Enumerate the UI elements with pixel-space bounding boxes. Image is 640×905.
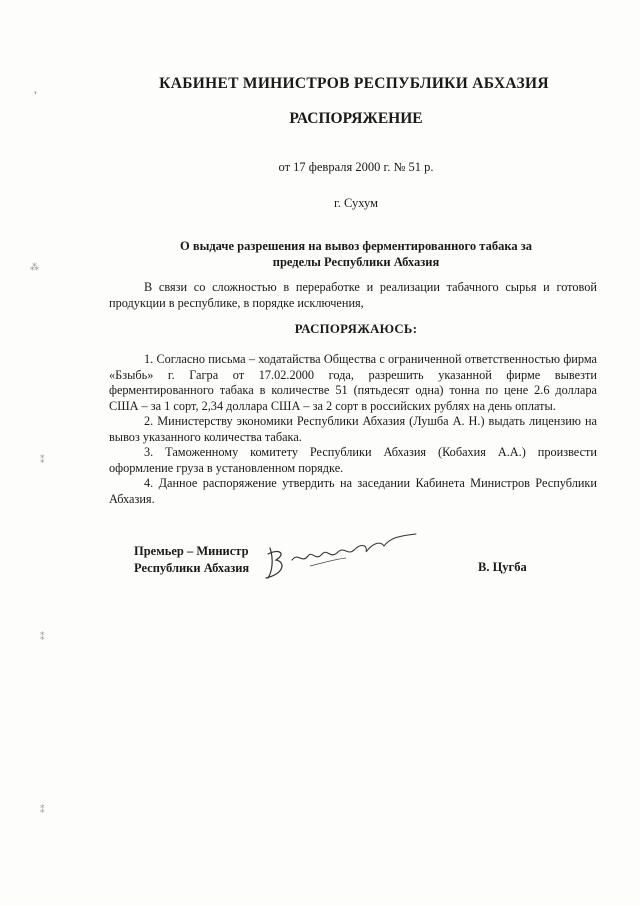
order-item: 3. Таможенному комитету Республики Абхазия (Кобахия А.А.) произвести оформление груза в установленном порядке. — [109, 445, 597, 475]
scan-mark: ⁑ — [40, 632, 45, 642]
order-items — [109, 352, 597, 507]
document-date-number: от 17 февраля 2000 г. № 51 р. — [278, 160, 434, 174]
scan-mark: ❜ — [34, 90, 37, 100]
document-type: РАСПОРЯЖЕНИЕ — [289, 110, 423, 127]
scan-mark: ⁑ — [40, 805, 45, 815]
order-item: 1. Согласно письма – ходатайства Общества с ограниченной ответственностью фирма «Бзыбь» г. Гагра от 17.02.2000 года, разрешить указанной фирме вывезти ферментированного табака в количестве 51 (пятьдесят одна) тонна по цене 2.6 доллара США – за 1 сорт, 2,34 доллара США – за 2 сорт в российских рублях на день оплаты. — [109, 352, 597, 413]
handwritten-signature — [250, 520, 420, 590]
order-item: 2. Министерству экономики Республики Абхазия (Лушба А. Н.) выдать лицензию на вывоз указанного количества табака. — [109, 414, 597, 444]
intro-text: В связи со сложностью в переработке и реализации табачного сырья и готовой продукции в республике, в порядке исключения, — [109, 280, 597, 310]
subject-line-2: пределы Республики Абхазия — [272, 255, 440, 269]
order-item: 4. Данное распоряжение утвердить на заседании Кабинета Министров Республики Абхазия. — [109, 476, 597, 506]
subject-line-1: О выдаче разрешения на вывоз ферментированного табака за — [180, 239, 532, 253]
scan-mark: ⁑ — [40, 455, 45, 465]
intro-paragraph — [109, 280, 597, 311]
position-line-2: Республики Абхазия — [134, 561, 250, 575]
document-subject — [36, 238, 640, 270]
document-city: г. Сухум — [333, 196, 378, 210]
scan-mark: ⁂ — [30, 262, 39, 272]
signatory-position — [134, 543, 249, 577]
signatory-name: В. Цугба — [478, 560, 527, 574]
position-line-1: Премьер – Министр — [134, 544, 249, 558]
order-heading: РАСПОРЯЖАЮСЬ: — [294, 322, 418, 336]
issuer-title: КАБИНЕТ МИНИСТРОВ РЕСПУБЛИКИ АБХАЗИЯ — [159, 75, 549, 92]
